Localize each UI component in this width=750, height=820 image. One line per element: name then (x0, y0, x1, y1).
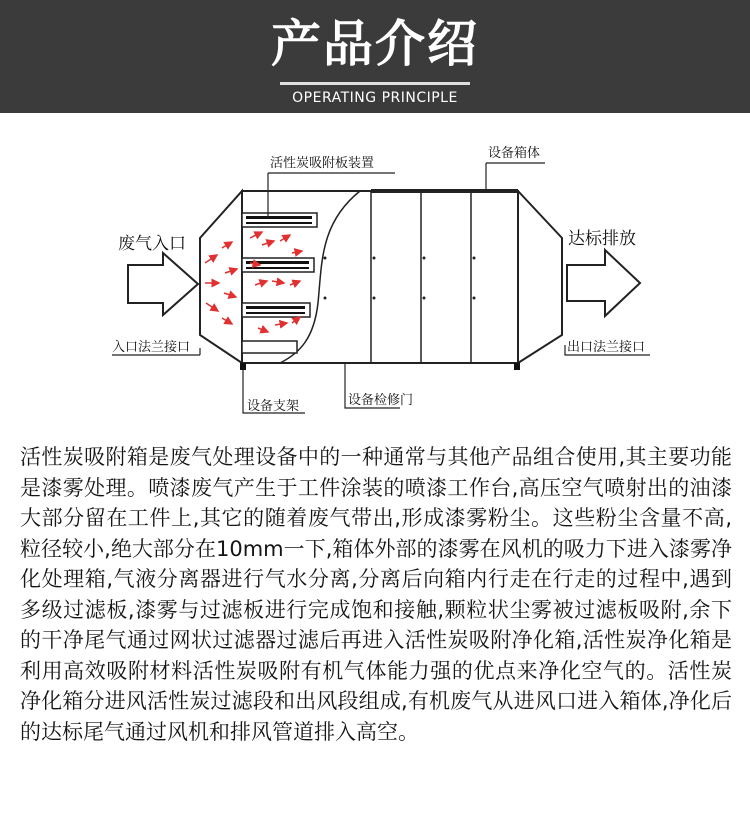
outlet-transition (518, 191, 562, 363)
outlet-arrow (567, 250, 640, 316)
principle-diagram (0, 113, 750, 435)
label-inlet-flange: 入口法兰接口 (112, 340, 191, 355)
label-outlet: 达标排放 (568, 229, 636, 249)
title-divider (280, 82, 470, 85)
section-title: 产品介绍 (271, 15, 479, 73)
label-housing: 设备箱体 (488, 146, 541, 161)
label-support: 设备支架 (247, 399, 300, 414)
label-adsorption-plate: 活性炭吸附板装置 (270, 156, 375, 171)
product-description: 活性炭吸附箱是废气处理设备中的一种通常与其他产品组合使用,其主要功能是漆雾处理。喷漆废气产生于工件涂装的喷漆工作台,高压空气喷射出的油漆大部分留在工件上,其它的随着废气带出,形成漆雾粉尘。这些粉尘含量不高,粒径较小,绝大部分在10mm一下,箱体外部的漆雾在风机的吸力下进入漆雾净化处理箱,气液分离器进行气水分离,分离后向箱内行走在行走的过程中,遇到多级过滤板,漆雾与过滤板进行完成饱和接触,颗粒状尘雾被过滤板吸附,余下的干净尾气通过网状过滤器过滤后再进入活性炭吸附净化箱,活性炭净化箱是利用高效吸附材料活性炭吸附有机气体能力强的优点来净化空气的。活性炭净化箱分进风活性炭过滤段和出风段组成,有机废气从进风口进入箱体,净化后的达标尾气通过风机和排风管道排入高空。 (20, 445, 732, 744)
section-header (0, 0, 750, 113)
section-subtitle: OPERATING PRINCIPLE (292, 90, 458, 106)
inlet-arrow (128, 253, 198, 315)
label-access-door: 设备检修门 (348, 393, 414, 408)
inlet-transition (200, 191, 242, 363)
diagram-svg (0, 113, 750, 435)
support-feet (240, 363, 520, 370)
label-inlet: 废气入口 (118, 234, 186, 254)
label-outlet-flange: 出口法兰接口 (567, 340, 646, 355)
